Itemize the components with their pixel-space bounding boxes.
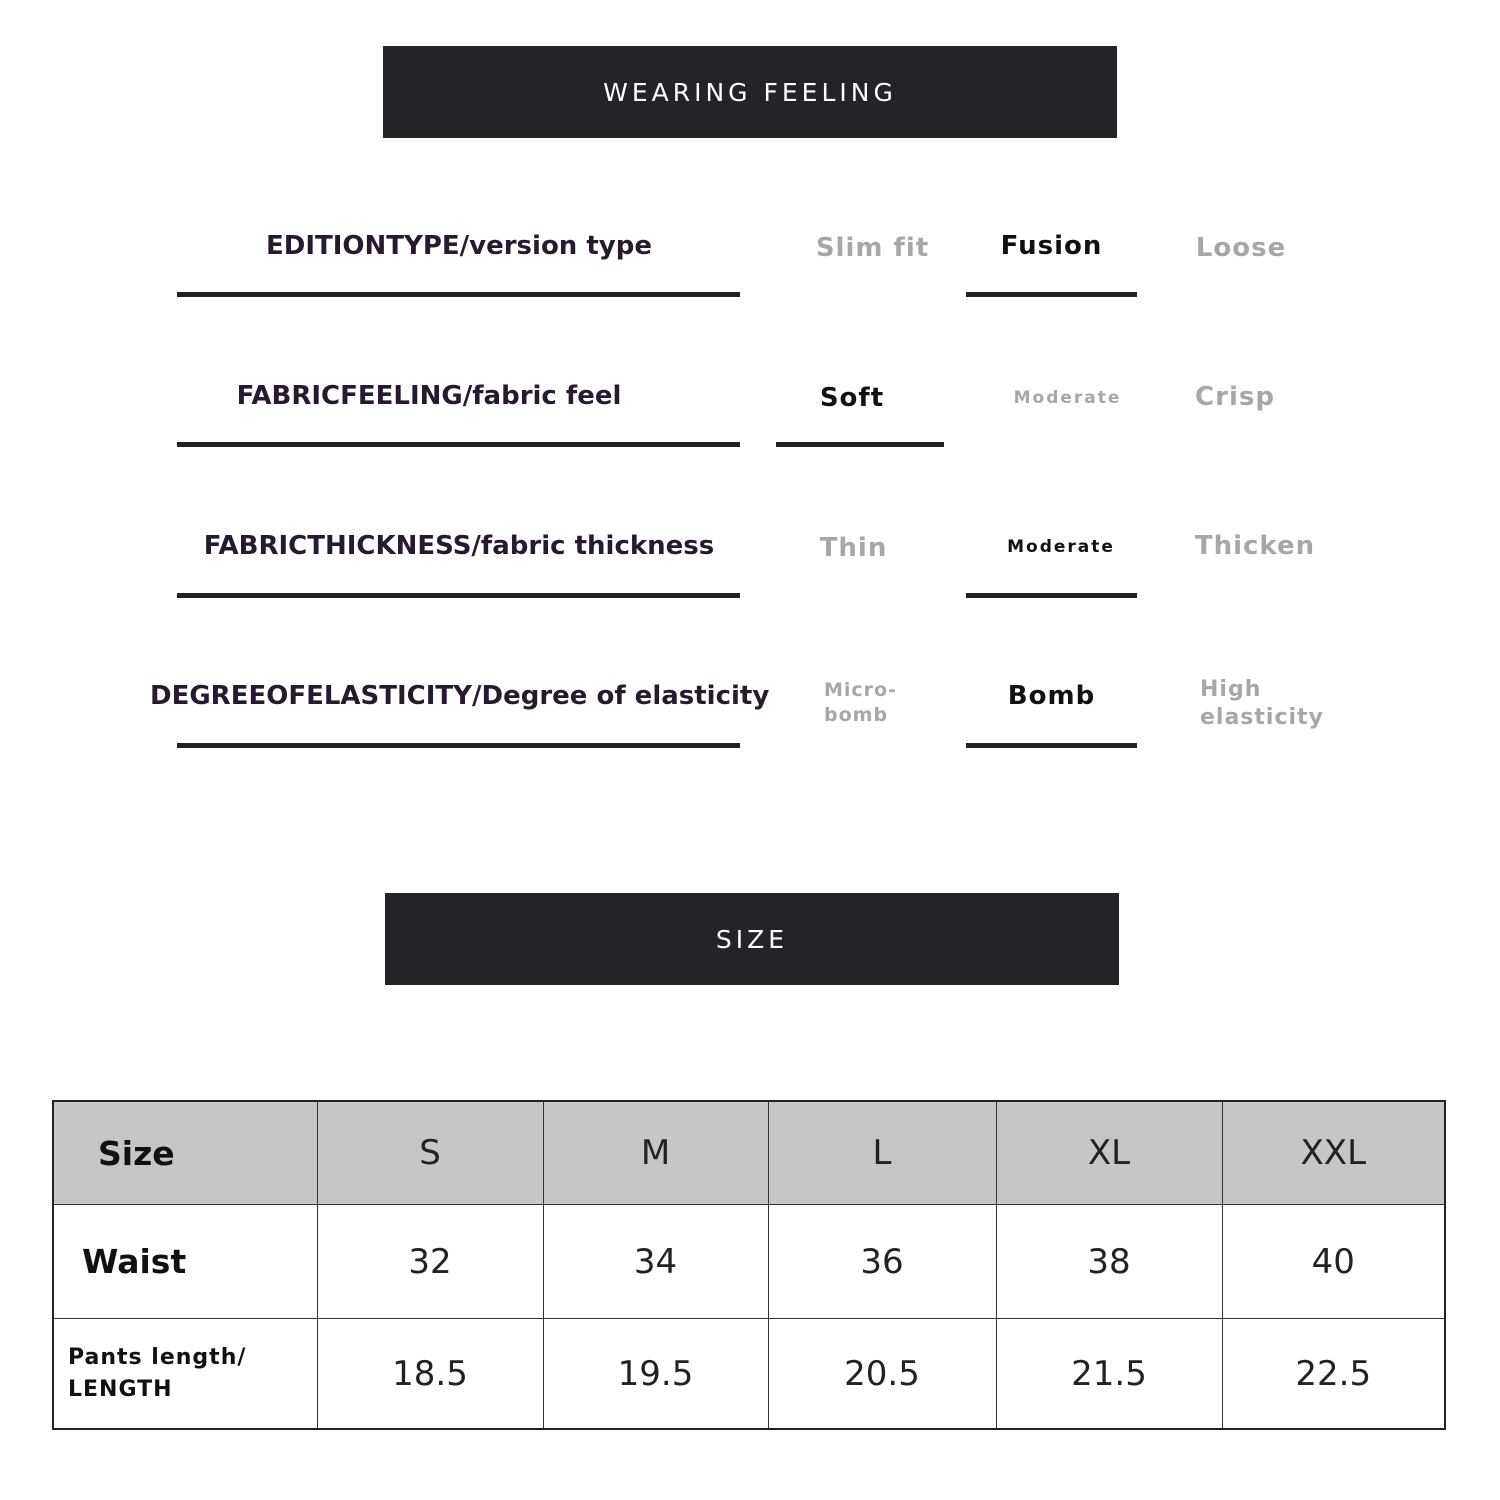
table-cell: 21.5 bbox=[996, 1319, 1222, 1430]
attr-label-elasticity: DEGREEOFELASTICITY/Degree of elasticity bbox=[150, 681, 770, 711]
size-table-header-row bbox=[53, 1101, 1445, 1205]
option-loose: Loose bbox=[1195, 233, 1287, 263]
header-xl: XL bbox=[996, 1101, 1222, 1205]
table-row bbox=[53, 1205, 1445, 1319]
attr-underline bbox=[177, 292, 740, 297]
table-cell: 18.5 bbox=[317, 1319, 543, 1430]
wearing-feeling-banner bbox=[383, 46, 1117, 138]
option-fusion-selected: Fusion bbox=[1000, 231, 1103, 261]
table-cell: 19.5 bbox=[543, 1319, 768, 1430]
option-thin: Thin bbox=[819, 533, 888, 563]
size-title: SIZE bbox=[715, 924, 789, 954]
selected-underline bbox=[966, 743, 1137, 748]
table-cell: 22.5 bbox=[1222, 1319, 1445, 1430]
row-label-waist: Waist bbox=[53, 1205, 317, 1319]
attr-underline bbox=[177, 593, 740, 598]
attr-label-fabric-thickness: FABRICTHICKNESS/fabric thickness bbox=[203, 531, 715, 561]
size-banner bbox=[385, 893, 1119, 985]
option-high-elasticity: High elasticity bbox=[1200, 677, 1324, 730]
table-cell: 20.5 bbox=[768, 1319, 996, 1430]
selected-underline bbox=[966, 593, 1137, 598]
option-slim-fit: Slim fit bbox=[815, 233, 930, 263]
selected-underline bbox=[966, 292, 1137, 297]
table-cell: 32 bbox=[317, 1205, 543, 1319]
attr-label-fabric-feel: FABRICFEELING/fabric feel bbox=[236, 381, 622, 411]
selected-underline bbox=[776, 442, 944, 447]
option-micro-bomb: Micro-bomb bbox=[824, 679, 897, 726]
option-moderate-selected: Moderate bbox=[1007, 537, 1115, 557]
option-bomb-selected: Bomb bbox=[1007, 681, 1096, 711]
attr-underline bbox=[177, 743, 740, 748]
header-s: S bbox=[317, 1101, 543, 1205]
table-cell: 34 bbox=[543, 1205, 768, 1319]
option-soft-selected: Soft bbox=[819, 383, 885, 413]
wearing-feeling-title: WEARING FEELING bbox=[603, 77, 897, 107]
table-cell: 40 bbox=[1222, 1205, 1445, 1319]
header-size: Size bbox=[53, 1101, 317, 1205]
header-m: M bbox=[543, 1101, 768, 1205]
header-l: L bbox=[768, 1101, 996, 1205]
table-cell: 36 bbox=[768, 1205, 996, 1319]
option-moderate: Moderate bbox=[1013, 388, 1122, 408]
option-thicken: Thicken bbox=[1194, 531, 1316, 561]
attr-underline bbox=[177, 442, 740, 447]
option-crisp: Crisp bbox=[1195, 382, 1275, 412]
header-xxl: XXL bbox=[1222, 1101, 1445, 1205]
table-cell: 38 bbox=[996, 1205, 1222, 1319]
row-label-pants-length: Pants length/ LENGTH bbox=[53, 1319, 317, 1430]
size-table bbox=[52, 1100, 1446, 1430]
table-row bbox=[53, 1319, 1445, 1430]
attr-label-edition-type: EDITIONTYPE/version type bbox=[265, 231, 652, 261]
